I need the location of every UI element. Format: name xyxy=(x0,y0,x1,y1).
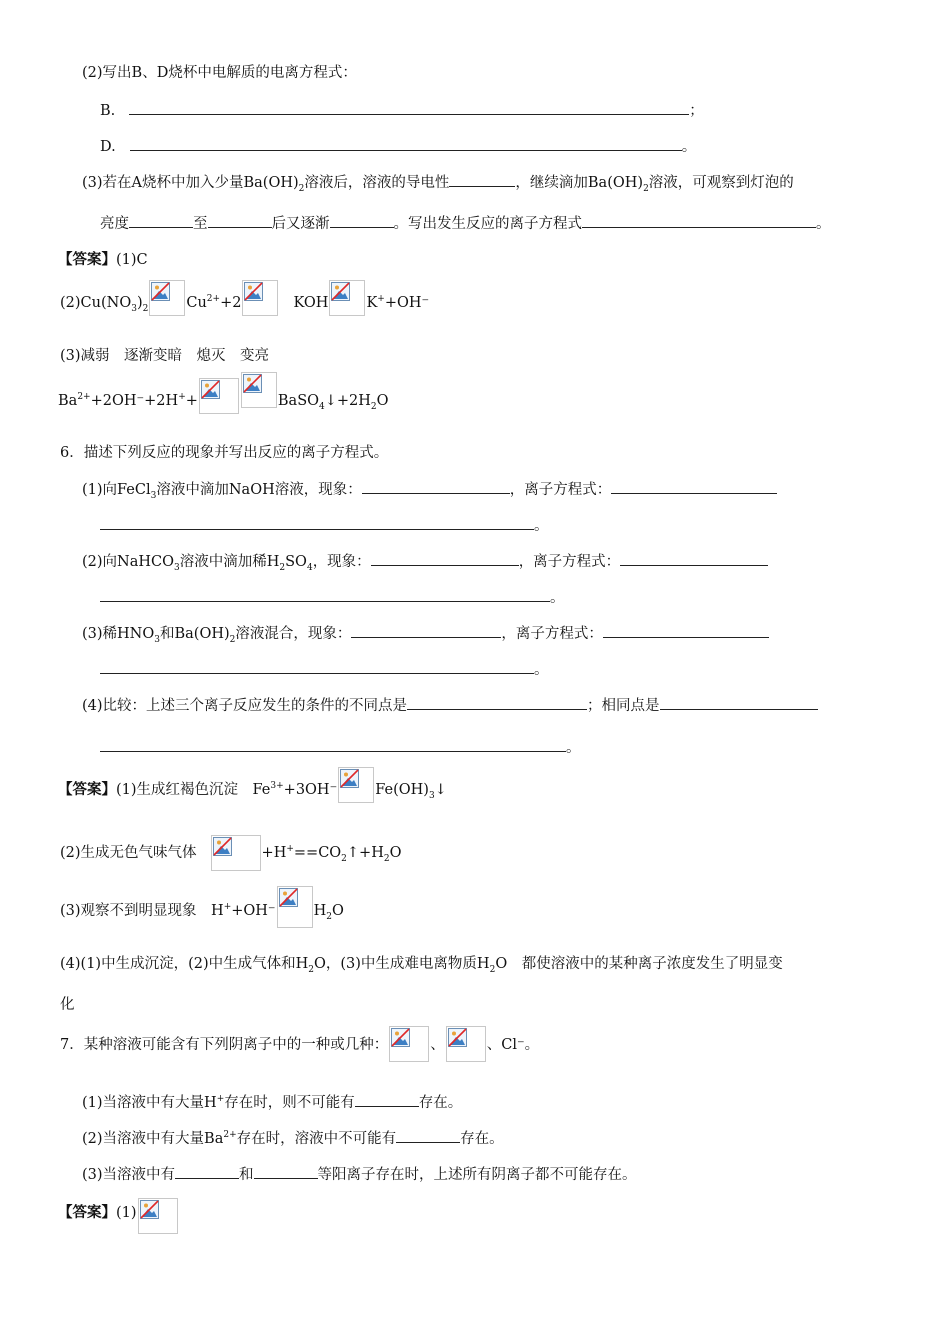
q6-part4-line2: 。 xyxy=(100,736,581,759)
answer-blank xyxy=(100,658,534,674)
broken-image-icon xyxy=(329,280,365,316)
q6-part2-line1: (2)向NaHCO$_3$溶液中滴加稀$H_2SO_4$，现象： ，离子方程式： xyxy=(82,550,768,573)
answer-blank xyxy=(660,694,818,710)
q6-part3-line1: (3)稀$HNO_3$和$Ba(OH)_2$溶液混合，现象： ，离子方程式： xyxy=(82,622,769,645)
answer-label: 【答案】 xyxy=(58,251,116,268)
answer-6-line2: (2)生成无色气味气体 $+H^+==CO_2↑+H_2O$ xyxy=(60,835,401,871)
broken-image-icon xyxy=(199,378,239,414)
answer-blank xyxy=(611,478,777,494)
q6-part2-line2: 。 xyxy=(100,586,565,609)
answer-blank xyxy=(330,212,394,228)
answer-blank xyxy=(254,1163,318,1179)
answer-label: 【答案】 xyxy=(58,1204,116,1221)
question-6-title: 6．描述下列反应的现象并写出反应的离子方程式。 xyxy=(60,445,389,461)
broken-image-icon xyxy=(242,280,278,316)
q5-part2-D-line: D. 。 xyxy=(100,135,696,158)
q7-part1: (1)当溶液中有大量H+存在时，则不可能有 存在。 xyxy=(82,1091,462,1114)
broken-image-icon xyxy=(446,1026,486,1062)
q6-part1-line2: 。 xyxy=(100,514,549,537)
q7-part3: (3)当溶液中有 和 等阳离子存在时，上述所有阴离子都不可能存在。 xyxy=(82,1163,637,1186)
answer-blank xyxy=(208,212,272,228)
answer-blank xyxy=(100,586,550,602)
broken-image-icon xyxy=(338,767,374,803)
answer-7-line1: 【答案】(1) xyxy=(58,1202,179,1234)
q6-part1-line1: (1)向FeCl$_3$溶液中滴加NaOH溶液，现象： ，离子方程式： xyxy=(82,478,777,501)
broken-image-icon xyxy=(138,1198,178,1234)
broken-image-icon xyxy=(277,886,313,928)
q7-part2: (2)当溶液中有大量$Ba^{2+}$存在时，溶液中不可能有 存在。 xyxy=(82,1127,504,1150)
broken-image-icon xyxy=(241,372,277,408)
answer-blank xyxy=(407,694,587,710)
answer-label: 【答案】 xyxy=(58,781,116,798)
answer-blank xyxy=(130,135,682,151)
answer-blank xyxy=(129,212,193,228)
broken-image-icon xyxy=(389,1026,429,1062)
answer-blank xyxy=(129,99,689,115)
answer-blank xyxy=(175,1163,239,1179)
q5-part2-B-line: B. ； xyxy=(100,99,704,122)
q5-part3-line2: 亮度 至 后又逐渐 。写出发生反应的离子方程式 。 xyxy=(100,212,831,235)
answer-blank xyxy=(362,478,510,494)
answer-blank xyxy=(396,1127,460,1143)
q6-part4-line1: (4)比较：上述三个离子反应发生的条件的不同点是 ；相同点是 xyxy=(82,694,818,717)
broken-image-icon xyxy=(149,280,185,316)
answer-blank xyxy=(620,550,768,566)
broken-image-icon xyxy=(211,835,261,871)
question-7-title: 7．某种溶液可能含有下列阴离子中的一种或几种： 、 、Cl⁻。 xyxy=(60,1034,539,1062)
answer-blank xyxy=(582,212,816,228)
answer-6-line1: 【答案】(1)生成红褐色沉淀 $Fe^{3+}+3OH^-$ $Fe(OH)_3↓$ xyxy=(58,779,447,803)
answer-blank xyxy=(449,171,515,187)
q6-part3-line2: 。 xyxy=(100,658,549,681)
answer-6-line3: (3)观察不到明显现象 H++OH⁻ $H_2O$ xyxy=(60,900,344,928)
answer-blank xyxy=(371,550,519,566)
answer-5-line3: (3)减弱 逐渐变暗 熄灭 变亮 xyxy=(60,348,270,364)
answer-5-line2: $(2)Cu(NO_3)_2$ $Cu^{2+}+2$ KOH K++OH⁻ xyxy=(60,292,429,316)
answer-6-line5: 化 xyxy=(60,997,75,1013)
answer-blank xyxy=(603,622,769,638)
answer-5-line1: 【答案】(1)C xyxy=(58,251,148,268)
q5-part2-prompt: (2)写出B、D烧杯中电解质的电离方程式： xyxy=(82,65,357,81)
answer-blank xyxy=(355,1091,419,1107)
answer-blank xyxy=(100,736,566,752)
answer-5-line4: $Ba^{2+}+2OH^-+2H^++$ $BaSO_4↓+2H_2O$ xyxy=(58,390,389,414)
answer-blank xyxy=(100,514,534,530)
answer-blank xyxy=(351,622,501,638)
answer-6-line4: (4)(1)中生成沉淀，(2)中生成气体和$H_2O$，(3)中生成难电离物质$H_2O$ 都使溶液中的某种离子浓度发生了明显变 xyxy=(60,956,783,975)
q5-part3-line1: (3)若在A烧杯中加入少量$Ba(OH)_2$溶液后，溶液的导电性 ，继续滴加$Ba(OH)_2$溶液，可观察到灯泡的 xyxy=(82,171,794,194)
